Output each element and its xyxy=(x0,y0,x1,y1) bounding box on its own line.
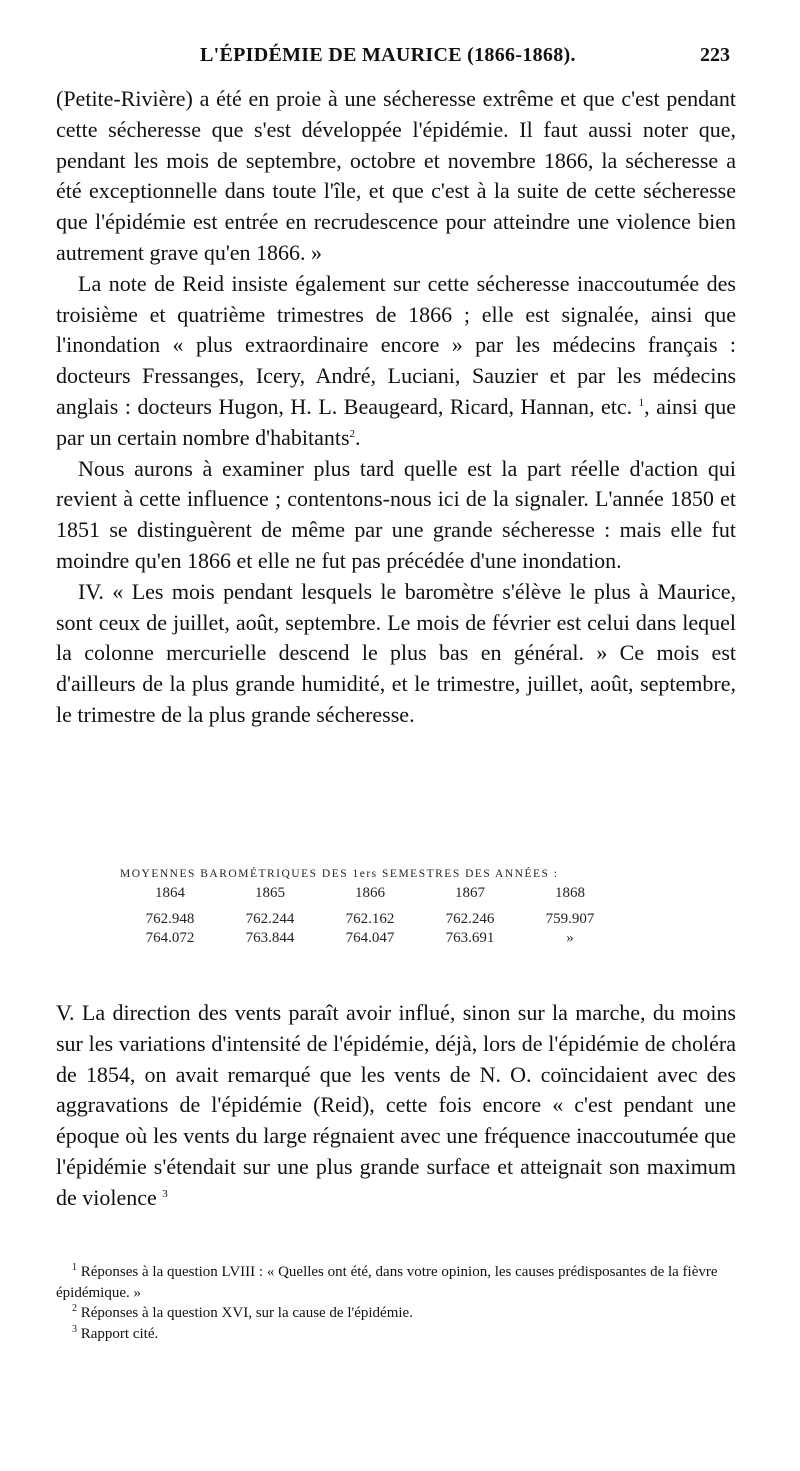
footnote-mark-1: 1 xyxy=(72,1262,77,1273)
table-cell: 1868 xyxy=(555,885,585,901)
page-number: 223 xyxy=(700,44,730,66)
footnote-ref-3: 3 xyxy=(162,1187,168,1200)
paragraph-1: (Petite-Rivière) a été en proie à une sécheresse extrême et que c'est pendant cette sécheresse que s'est développée l'épidémie. Il faut aussi noter que, pendant les mois de septembre, octobre et novembre 1866, la sécheresse a été exceptionnelle dans toute l'île, et que c'est à la suite de cette sécheresse que l'épidémie est entrée en recrudescence pour atteindre une violence bien autrement grave qu'en 1866. » xyxy=(56,86,736,265)
table-cell: 1866 xyxy=(355,885,385,901)
table-cell: 764.047 xyxy=(345,930,395,946)
table-cell: 762.162 xyxy=(345,911,395,927)
footnotes xyxy=(56,1262,736,1344)
table-cell: 762.244 xyxy=(245,911,295,927)
table-cell: 763.844 xyxy=(245,930,295,946)
table-grid xyxy=(120,884,620,948)
table-cell: 763.691 xyxy=(445,930,495,946)
paragraph-5 xyxy=(56,998,736,1214)
paragraph-4: IV. « Les mois pendant lesquels le baromètre s'élève le plus à Maurice, sont ceux de juillet, août, septembre. Le mois de février est celui dans lequel la colonne mercurielle descend le plus bas en général. » Ce mois est d'ailleurs de la plus grande humidité, et le trimestre, juillet, août, septembre, le trimestre de la plus grande sécheresse. xyxy=(56,578,736,727)
table-row xyxy=(120,929,620,948)
footnote-mark-2: 2 xyxy=(72,1303,77,1314)
paragraph-5-text: V. La direction des vents paraît avoir influé, sinon sur la marche, du moins sur les variations d'intensité de l'épidémie, déjà, lors de l'épidémie de choléra de 1854, on avait remarqué que les vents de N. O. coïncidaient avec des aggravations de l'épidémie (Reid), cette fois encore « c'est pendant une époque où les vents du large régnaient avec une fréquence inaccoutumée que l'épidémie s'étendait sur une plus grande surface et atteignait son maximum de violence xyxy=(56,1000,736,1210)
main-text xyxy=(56,84,736,731)
table-cell: 762.948 xyxy=(145,911,195,927)
table-cell: 762.246 xyxy=(445,911,495,927)
paragraph-2-tail: ainsi que par un certain nombre d'habitants xyxy=(56,393,737,450)
table-caption: MOYENNES BAROMÉTRIQUES DES 1ers SEMESTRES DES ANNÉES : xyxy=(120,868,559,880)
main-text-continued xyxy=(56,998,736,1214)
running-header xyxy=(120,44,760,74)
paragraph-3: Nous aurons à examiner plus tard quelle est la part réelle d'action qui revient à cette influence ; contentons-nous ici de la signaler. L'année 1850 et 1851 se distinguèrent de même par une grande sécheresse : mais elle fut moindre qu'en 1866 et elle ne fut pas précédée d'une inondation. xyxy=(56,455,736,573)
footnote-1 xyxy=(56,1262,736,1303)
footnote-ref-2: 2 xyxy=(349,427,356,440)
footnote-2 xyxy=(56,1303,736,1324)
barometric-table xyxy=(120,868,680,948)
footnote-ref-1: 1 xyxy=(638,396,645,409)
table-row xyxy=(120,910,620,929)
footnote-3-text: Rapport cité. xyxy=(80,1325,159,1342)
footnote-3 xyxy=(56,1324,736,1345)
table-cell: 764.072 xyxy=(145,930,195,946)
running-title: L'ÉPIDÉMIE DE MAURICE (1866-1868). xyxy=(200,44,576,66)
footnote-2-text: Réponses à la question XVI, sur la cause de l'épidémie. xyxy=(80,1305,413,1321)
paragraph-2: La note de Reid insiste également sur cette sécheresse inaccoutumée des troisième et quatrième trimestres de 1866 ; elle est signalée, ainsi que l'inondation « plus extraordinaire encore » par les médecins français : docteurs Fressanges, Icery, André, Luciani, Sauzier et par les médecins anglais : docteurs Hugon, H. L. Beaugeard, Ricard, Hannan, etc. $^1$, ainsi que par un certain nombre d'habitants$^2$. xyxy=(56,270,737,450)
paragraph-2-text: La note de Reid insiste également sur cette sécheresse inaccoutumée des troisième et quatrième trimestres de 1866 ; elle est signalée, ainsi que l'inondation « plus extraordinaire encore » par les médecins français : docteurs Fressanges, Icery, André, Luciani, Sauzier et par les médecins anglais : docteurs Hugon, H. L. Beaugeard, Ricard, Hannan, etc. xyxy=(56,270,736,419)
table-cell: 1864 xyxy=(155,885,185,901)
table-cell: 1867 xyxy=(455,885,485,901)
table-row-years xyxy=(120,884,620,910)
table-cell: 1865 xyxy=(255,885,285,901)
table-cell: » xyxy=(566,930,574,946)
footnote-mark-3: 3 xyxy=(72,1323,77,1335)
table-cell: 759.907 xyxy=(545,911,595,927)
footnote-1-text: Réponses à la question LVIII : « Quelles ont été, dans votre opinion, les causes prédisposantes de la fièvre épidémique. » xyxy=(56,1264,718,1301)
